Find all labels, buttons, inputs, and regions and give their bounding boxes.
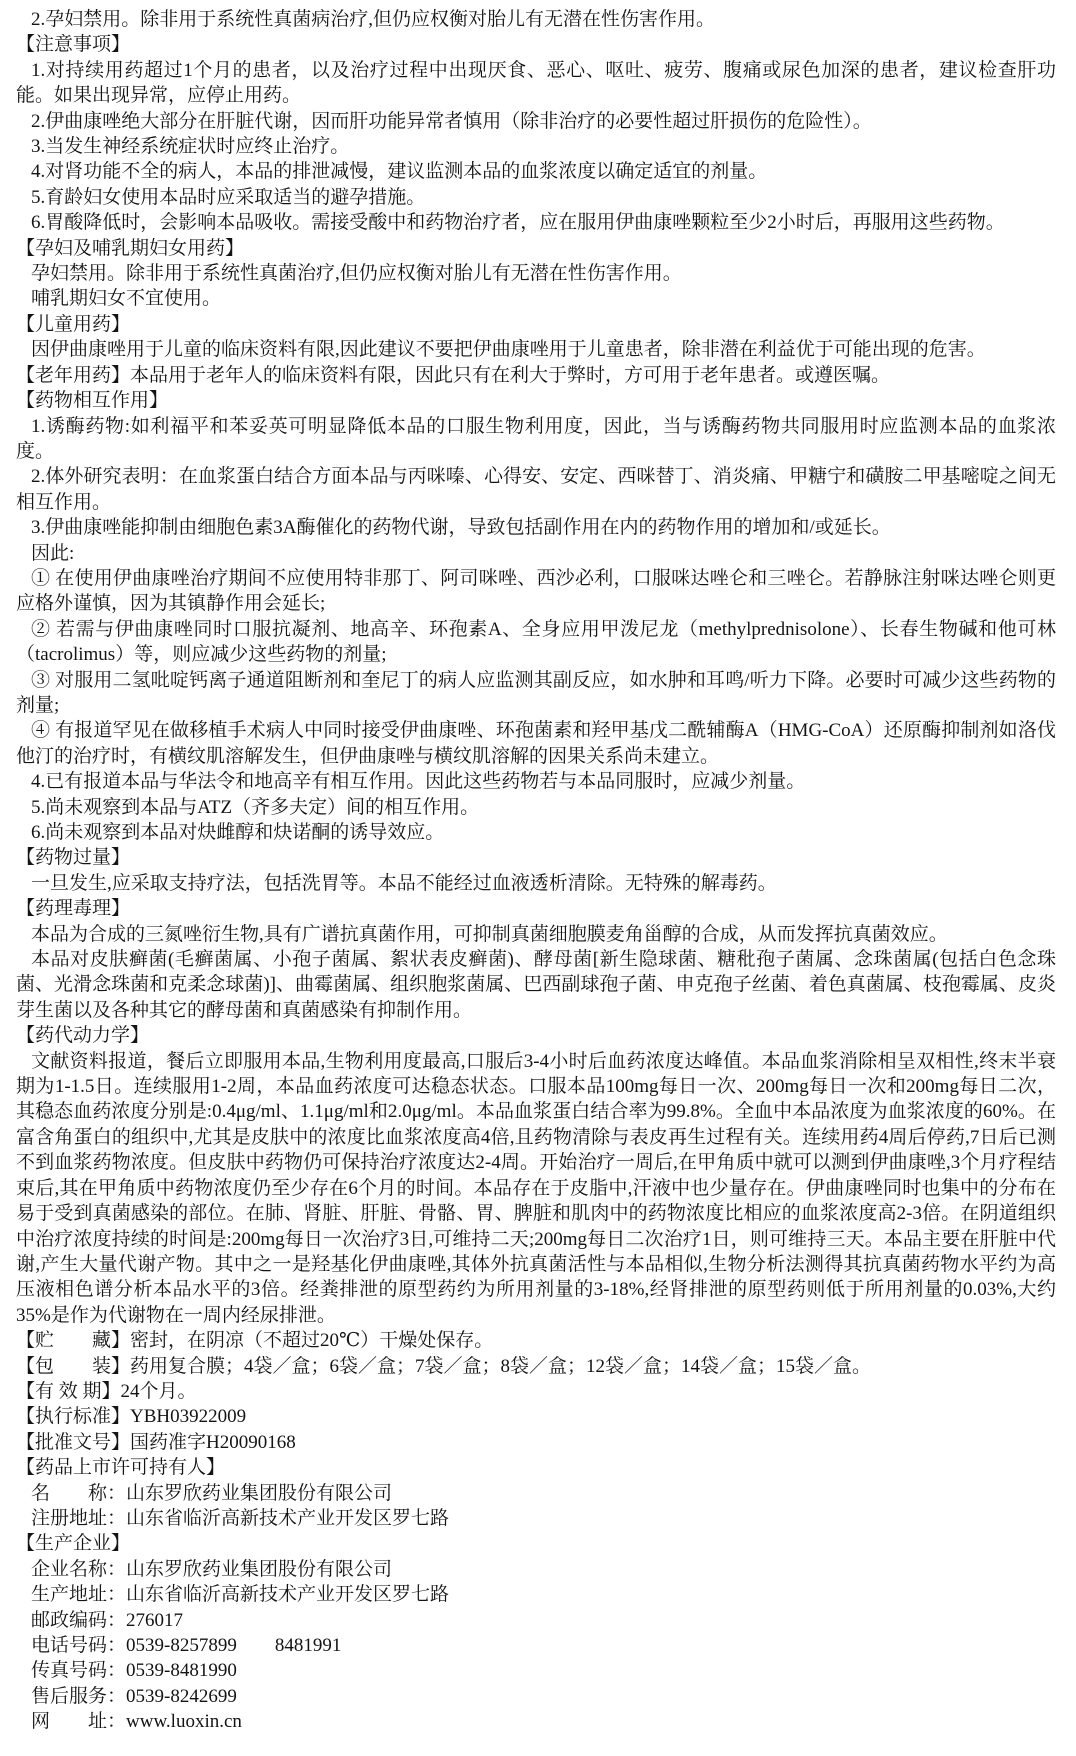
paragraph: ③ 对服用二氢吡啶钙离子通道阻断剂和奎尼丁的病人应监测其副反应，如水肿和耳鸣/听力下降。必要时可减少这些药物的剂量; xyxy=(16,669,1056,716)
paragraph: 文献资料报道，餐后立即服用本品,生物利用度最高,口服后3-4小时后血药浓度达峰值。本品血浆消除相呈双相性,终末半衰期为1-1.5日。连续服用1-2周，本品血药浓度可达稳态状态。口服本品100mg每日一次、200mg每日一次和200mg每日二次，其稳态血药浓度分别是:0.4μg/ml、1.1μg/ml和2.0μg/ml。本品血浆蛋白结合率为99.8%。全血中本品浓度为血浆浓度的60%。在富含角蛋白的组织中,尤其是皮肤中的浓度比血浆浓度高4倍,且药物清除与表皮再生过程有关。连续用药4周后停药,7日后已测不到血浆药物浓度。但皮肤中药物仍可保持治疗浓度达2-4周。开始治疗一周后,在甲角质中就可以测到伊曲康唑,3个月疗程结束后,其在甲角质中药物浓度仍至少存在6个月的时间。本品存在于皮脂中,汗液中也少量存在。伊曲康唑同时也集中的分布在易于受到真菌感染的部位。在肺、肾脏、肝脏、骨骼、胃、脾脏和肌肉中的药物浓度比相应的血浆浓度高2-3倍。在阴道组织中治疗浓度持续的时间是:200mg每日一次治疗3日,可维持二天;200mg每日二次治疗1日，则可维持三天。本品主要在肝脏中代谢,产生大量代谢产物。其中之一是羟基化伊曲康唑,其体外抗真菌活性与本品相似,生物分析法测得其抗真菌药物水平约为高压液相色谱分析本品水平的3倍。经粪排泄的原型药约为所用剂量的3-18%,经肾排泄的原型药则低于所用剂量的0.03%,大约35%是作为代谢物在一周内经尿排泄。 xyxy=(16,1050,1056,1326)
section-header: 【儿童用药】 xyxy=(16,313,131,335)
document-body xyxy=(16,7,1056,1735)
section-header: 【药代动力学】 xyxy=(16,1025,150,1047)
paragraph: 注册地址：山东省临沂高新技术产业开发区罗七路 xyxy=(31,1507,450,1529)
paragraph: 2.伊曲康唑绝大部分在肝脏代谢，因而肝功能异常者慎用（除非治疗的必要性超过肝损伤的危险性）。 xyxy=(31,110,872,132)
paragraph: ② 若需与伊曲康唑同时口服抗凝剂、地高辛、环孢素A、全身应用甲泼尼龙（methylprednisolone）、长春生物碱和他可林（tacrolimus）等，则应减少这些药物的剂量; xyxy=(16,618,1056,666)
paragraph: ① 在使用伊曲康唑治疗期间不应使用特非那丁、阿司咪唑、西沙必利，口服咪达唑仑和三唑仑。若静脉注射咪达唑仑则更应格外谨慎，因为其镇静作用会延长; xyxy=(16,567,1056,615)
section-header: 【药理毒理】 xyxy=(16,898,131,920)
paragraph: 4.对肾功能不全的病人，本品的排泄减慢，建议监测本品的血浆浓度以确定适宜的剂量。 xyxy=(31,161,768,183)
paragraph: 6.尚未观察到本品对炔雌醇和炔诺酮的诱导效应。 xyxy=(31,822,445,843)
paragraph: 2.孕妇禁用。除非用于系统性真菌病治疗,但仍应权衡对胎儿有无潜在性伤害作用。 xyxy=(31,9,716,30)
paragraph: 售后服务：0539-8242699 xyxy=(31,1685,237,1707)
paragraph: 本品为合成的三氮唑衍生物,具有广谱抗真菌作用，可抑制真菌细胞膜麦角甾醇的合成，从而发挥抗真菌效应。 xyxy=(31,923,948,945)
paragraph: 【老年用药】本品用于老年人的临床资料有限，因此只有在利大于弊时，方可用于老年患者。或遵医嘱。 xyxy=(16,364,891,386)
paragraph: ④ 有报道罕见在做移植手术病人中同时接受伊曲康唑、环孢菌素和羟甲基戊二酰辅酶A（HMG-CoA）还原酶抑制剂如洛伐他汀的治疗时，有横纹肌溶解发生，但伊曲康唑与横纹肌溶解的因果关系尚未建立。 xyxy=(16,720,1056,767)
section-header: 【药品上市许可持有人】 xyxy=(16,1457,226,1479)
paragraph: 【贮 藏】密封，在阴凉（不超过20℃）干燥处保存。 xyxy=(16,1330,494,1352)
paragraph: 邮政编码：276017 xyxy=(31,1609,184,1631)
section-header: 【药物过量】 xyxy=(16,847,131,869)
paragraph: 3.伊曲康唑能抑制由细胞色素3A酶催化的药物代谢，导致包括副作用在内的药物作用的增加和/或延长。 xyxy=(31,517,891,539)
paragraph: 4.已有报道本品与华法令和地高辛有相互作用。因此这些药物若与本品同服时，应减少剂量。 xyxy=(31,771,806,793)
paragraph: 2.体外研究表明：在血浆蛋白结合方面本品与丙咪嗪、心得安、安定、西咪替丁、消炎痛、甲糖宁和磺胺二甲基嘧啶之间无相互作用。 xyxy=(16,466,1056,513)
paragraph: 1.对持续用药超过1个月的患者，以及治疗过程中出现厌食、恶心、呕吐、疲劳、腹痛或尿色加深的患者，建议检查肝功能。如果出现异常，应停止用药。 xyxy=(16,59,1056,107)
paragraph: 孕妇禁用。除非用于系统性真菌治疗,但仍应权衡对胎儿有无潜在性伤害作用。 xyxy=(31,263,682,285)
paragraph: 哺乳期妇女不宜使用。 xyxy=(31,288,222,310)
paragraph: 电话号码：0539-8257899 8481991 xyxy=(31,1635,342,1656)
paragraph: 【包 装】药用复合膜；4袋／盒；6袋／盒；7袋／盒；8袋／盒；12袋／盒；14袋／盒；15袋／盒。 xyxy=(16,1355,872,1377)
paragraph: 5.育龄妇女使用本品时应采取适当的避孕措施。 xyxy=(31,186,426,208)
section-header: 【孕妇及哺乳期妇女用药】 xyxy=(16,237,245,259)
paragraph: 【有 效 期】24个月。 xyxy=(16,1380,197,1402)
section-header: 【药物相互作用】 xyxy=(16,390,169,412)
paragraph: 生产地址：山东省临沂高新技术产业开发区罗七路 xyxy=(31,1584,450,1606)
paragraph: 一旦发生,应采取支持疗法，包括洗胃等。本品不能经过血液透析清除。无特殊的解毒药。 xyxy=(31,872,777,894)
paragraph: 5.尚未观察到本品与ATZ（齐多夫定）间的相互作用。 xyxy=(31,796,480,818)
paragraph: 1.诱酶药物:如利福平和苯妥英可明显降低本品的口服生物利用度，因此，当与诱酶药物共同服用时应监测本品的血浆浓度。 xyxy=(16,415,1056,462)
paragraph: 6.胃酸降低时，会影响本品吸收。需接受酸中和药物治疗者，应在服用伊曲康唑颗粒至少2小时后，再服用这些药物。 xyxy=(31,212,1005,234)
paragraph: 因伊曲康唑用于儿童的临床资料有限,因此建议不要把伊曲康唑用于儿童患者，除非潜在利益优于可能出现的危害。 xyxy=(31,339,986,361)
paragraph: 因此: xyxy=(31,542,75,564)
section-header: 【注意事项】 xyxy=(16,34,131,56)
paragraph: 企业名称：山东罗欣药业集团股份有限公司 xyxy=(31,1558,393,1580)
section-header: 【生产企业】 xyxy=(16,1533,131,1555)
paragraph: 名 称：山东罗欣药业集团股份有限公司 xyxy=(31,1482,393,1504)
paragraph: 【批准文号】国药准字H20090168 xyxy=(16,1431,296,1453)
paragraph: 本品对皮肤癣菌(毛癣菌属、小孢子菌属、絮状表皮癣菌)、酵母菌[新生隐球菌、糖秕孢子菌属、念珠菌属(包括白色念珠菌、光滑念珠菌和克柔念球菌)]、曲霉菌属、组织胞浆菌属、巴西副球孢子菌、申克孢子丝菌、着色真菌属、枝孢霉属、皮炎芽生菌以及各种其它的酵母菌和真菌感染有抑制作用。 xyxy=(16,949,1056,1021)
paragraph: 网 址：www.luoxin.cn xyxy=(31,1711,242,1733)
paragraph: 【执行标准】YBH03922009 xyxy=(16,1406,247,1428)
paragraph: 传真号码：0539-8481990 xyxy=(31,1660,237,1682)
paragraph: 3.当发生神经系统症状时应终止治疗。 xyxy=(31,136,350,158)
